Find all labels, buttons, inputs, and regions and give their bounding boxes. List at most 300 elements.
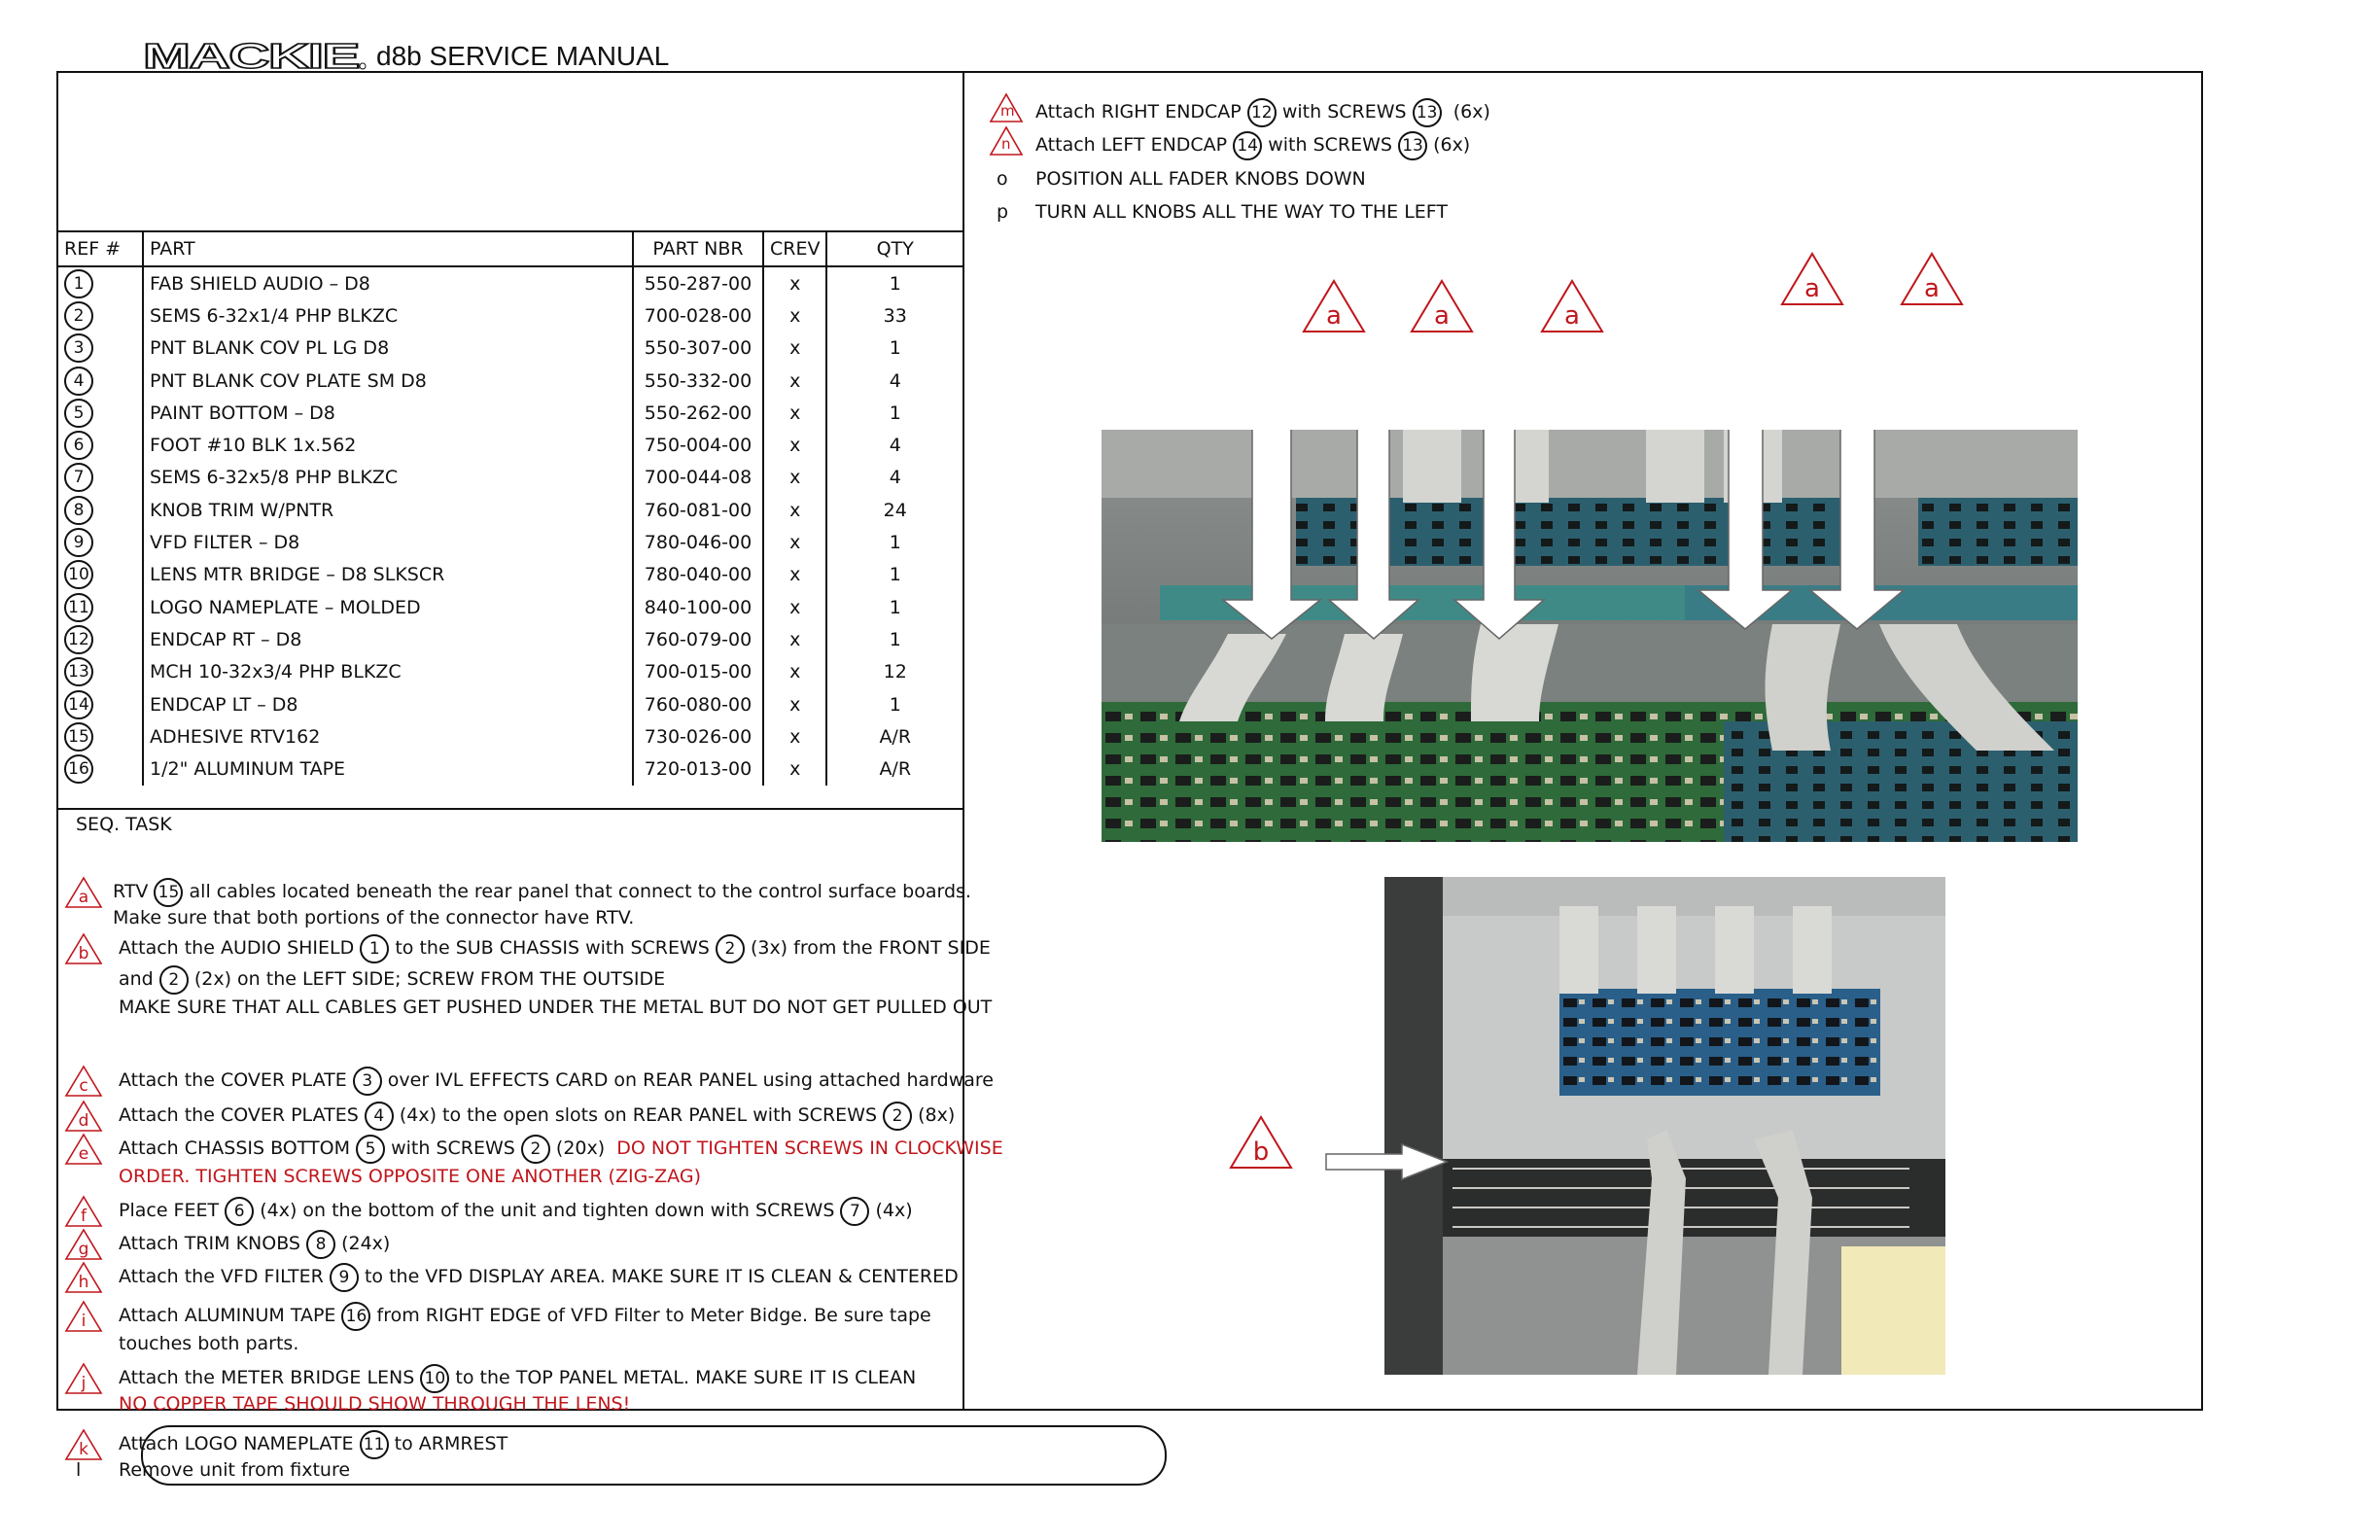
callout-a-triangle-icon xyxy=(1300,277,1368,335)
qty-cell-text: 33 xyxy=(883,304,907,327)
task-text: (4x) on the bottom of the unit and tighten down with SCREWS xyxy=(260,1200,835,1221)
task-text: all cables located beneath the rear panel that connect to the control surface boards. xyxy=(189,881,971,902)
task-letter: g xyxy=(78,1240,89,1259)
svg-text:a: a xyxy=(1434,301,1450,331)
crev-cell xyxy=(763,462,826,494)
qty-cell-text: 24 xyxy=(883,499,907,521)
ref-circle: 15 xyxy=(154,878,183,907)
crev-cell xyxy=(763,365,826,397)
ref-circle: 6 xyxy=(64,431,93,460)
qty-cell xyxy=(826,559,962,591)
part-nbr-cell-text: 840-100-00 xyxy=(644,596,752,618)
ref-circle: 13 xyxy=(1413,98,1442,127)
crev-cell-text: x xyxy=(789,564,801,586)
col-ref: REF # xyxy=(58,231,143,266)
ref-circle: 15 xyxy=(64,722,93,752)
photo-audio-shield xyxy=(1384,877,1945,1375)
part-cell xyxy=(143,623,633,655)
crev-cell xyxy=(763,526,826,558)
ref-circle: 16 xyxy=(64,754,93,784)
task-text: POSITION ALL FADER KNOBS DOWN xyxy=(1035,168,1366,190)
crev-cell-text: x xyxy=(789,725,801,748)
task-text: touches both parts. xyxy=(119,1333,299,1354)
qty-cell xyxy=(826,526,962,558)
part-cell-text: ENDCAP RT – D8 xyxy=(150,628,302,650)
part-cell-text: ADHESIVE RTV162 xyxy=(150,725,321,748)
ref-circle: 9 xyxy=(330,1263,359,1292)
part-nbr-cell xyxy=(633,494,763,526)
crev-cell-text: x xyxy=(789,337,801,360)
task-text: to the SUB CHASSIS with SCREWS xyxy=(395,937,710,959)
ref-circle: 7 xyxy=(64,463,93,492)
part-cell xyxy=(143,656,633,688)
task-letter: b xyxy=(78,944,89,963)
drawing-frame xyxy=(56,71,2203,1481)
ref-circle: 8 xyxy=(64,496,93,525)
qty-cell-text: 4 xyxy=(889,369,901,392)
task-letter: k xyxy=(79,1440,88,1459)
part-cell xyxy=(143,591,633,623)
task-letter: i xyxy=(81,1312,87,1331)
left-pane xyxy=(58,73,1003,1481)
task-text: Attach the VFD FILTER xyxy=(119,1266,324,1287)
task-text: (6x) xyxy=(1452,101,1490,122)
part-nbr-cell xyxy=(633,688,763,720)
part-nbr-cell-text: 760-080-00 xyxy=(644,693,752,716)
part-cell xyxy=(143,462,633,494)
ref-cell xyxy=(58,365,143,397)
task-text: Remove unit from fixture xyxy=(119,1459,351,1481)
task-text: Attach RIGHT ENDCAP xyxy=(1035,101,1242,122)
part-nbr-cell-text: 700-044-08 xyxy=(644,467,752,489)
task-letter: m xyxy=(1000,102,1015,120)
task-text: (20x) xyxy=(555,1138,606,1159)
svg-text:a: a xyxy=(1326,301,1342,331)
part-cell xyxy=(143,332,633,365)
ref-cell xyxy=(58,494,143,526)
task-letter: c xyxy=(79,1076,88,1096)
task-c xyxy=(58,1065,994,1100)
callout-a-triangle-icon xyxy=(1408,277,1476,335)
part-nbr-cell xyxy=(633,559,763,591)
task-text: Attach the AUDIO SHIELD xyxy=(119,937,355,959)
task-letter: f xyxy=(81,1207,87,1226)
ref-circle: 2 xyxy=(64,301,93,331)
task-j xyxy=(58,1362,962,1424)
part-nbr-cell xyxy=(633,299,763,332)
ref-cell xyxy=(58,688,143,720)
task-text: with SCREWS xyxy=(1281,101,1407,122)
qty-cell xyxy=(826,429,962,461)
part-cell xyxy=(143,526,633,558)
ref-circle: 13 xyxy=(64,657,93,686)
svg-text:a: a xyxy=(1924,274,1940,303)
task-text: (8x) xyxy=(918,1104,956,1126)
part-cell-text: PNT BLANK COV PLATE SM D8 xyxy=(150,369,427,392)
task-letter: p xyxy=(997,201,1009,223)
task-text: from RIGHT EDGE of VFD Filter to Meter Bidge. Be sure tape xyxy=(376,1305,931,1326)
qty-cell-text: 1 xyxy=(889,532,901,554)
qty-cell-text: 12 xyxy=(883,661,907,683)
ref-circle: 14 xyxy=(64,690,93,719)
part-nbr-cell xyxy=(633,266,763,299)
ref-circle: 11 xyxy=(64,593,93,622)
part-cell-text: FOOT #10 BLK 1x.562 xyxy=(150,435,357,457)
crev-cell xyxy=(763,752,826,785)
part-nbr-cell xyxy=(633,623,763,655)
qty-cell-text: 1 xyxy=(889,628,901,650)
part-nbr-cell-text: 700-015-00 xyxy=(644,661,752,683)
crev-cell xyxy=(763,688,826,720)
parts-table xyxy=(58,230,962,786)
crev-cell xyxy=(763,656,826,688)
document-title: d8b SERVICE MANUAL xyxy=(376,41,670,71)
ref-cell xyxy=(58,720,143,752)
ref-circle: 5 xyxy=(64,399,93,428)
task-text: RTV xyxy=(113,881,149,902)
task-text: Attach the COVER PLATES xyxy=(119,1104,359,1126)
ref-circle: 3 xyxy=(353,1067,382,1096)
qty-cell-text: 4 xyxy=(889,467,901,489)
table-row xyxy=(58,397,962,429)
task-n xyxy=(989,131,1470,160)
ref-circle: 4 xyxy=(64,367,93,396)
qty-cell-text: 1 xyxy=(889,337,901,360)
callout-a-triangle-icon xyxy=(1898,250,1966,308)
task-text: and xyxy=(119,968,154,990)
callout-b-triangle-icon xyxy=(1227,1113,1295,1172)
task-a xyxy=(58,876,971,934)
task-text: to the VFD DISPLAY AREA. MAKE SURE IT IS CLEAN & CENTERED xyxy=(364,1266,959,1287)
seq-task-header: SEQ. TASK xyxy=(58,808,962,837)
task-g xyxy=(58,1228,962,1261)
ref-cell xyxy=(58,429,143,461)
qty-cell-text: 1 xyxy=(889,693,901,716)
task-text: (3x) from the FRONT SIDE xyxy=(750,937,991,959)
table-row xyxy=(58,299,962,332)
svg-text:MACKIE: MACKIE xyxy=(143,39,359,72)
task-letter: l xyxy=(76,1459,82,1481)
task-f xyxy=(58,1195,962,1230)
task-text: TURN ALL KNOBS ALL THE WAY TO THE LEFT xyxy=(1035,201,1448,223)
ref-circle: 2 xyxy=(716,934,745,963)
ref-circle: 12 xyxy=(1247,98,1277,127)
task-text: Make sure that both portions of the connector have RTV. xyxy=(113,907,635,928)
qty-cell xyxy=(826,688,962,720)
ref-circle: 11 xyxy=(360,1430,389,1459)
task-o xyxy=(989,168,1366,190)
col-part-nbr: PART NBR xyxy=(633,231,763,266)
crev-cell-text: x xyxy=(789,272,801,295)
photo-pcb-boards xyxy=(1102,430,2078,842)
task-text: with SCREWS xyxy=(391,1138,515,1159)
crev-cell xyxy=(763,591,826,623)
ref-cell xyxy=(58,332,143,365)
task-b xyxy=(58,932,993,1030)
part-nbr-cell xyxy=(633,365,763,397)
svg-text:a: a xyxy=(1804,274,1820,303)
part-nbr-cell-text: 760-079-00 xyxy=(644,628,752,650)
table-row xyxy=(58,720,962,752)
ref-cell xyxy=(58,623,143,655)
ref-cell xyxy=(58,299,143,332)
task-text: over IVL EFFECTS CARD on REAR PANEL using attached hardware xyxy=(387,1069,994,1091)
task-text: Attach LOGO NAMEPLATE xyxy=(119,1433,354,1454)
part-cell xyxy=(143,559,633,591)
task-i xyxy=(58,1300,962,1364)
part-cell-text: SEMS 6-32x1/4 PHP BLKZC xyxy=(150,304,399,327)
crev-cell xyxy=(763,429,826,461)
task-text: Attach TRIM KNOBS xyxy=(119,1233,300,1254)
ref-cell xyxy=(58,591,143,623)
part-cell-text: VFD FILTER – D8 xyxy=(150,532,300,554)
task-letter: d xyxy=(78,1111,89,1131)
part-nbr-cell xyxy=(633,462,763,494)
task-letter: e xyxy=(78,1144,89,1164)
crev-cell-text: x xyxy=(789,758,801,781)
task-text: Attach the COVER PLATE xyxy=(119,1069,347,1091)
crev-cell xyxy=(763,299,826,332)
part-nbr-cell-text: 550-307-00 xyxy=(644,337,752,360)
qty-cell-text: 1 xyxy=(889,596,901,618)
qty-cell-text: A/R xyxy=(879,725,912,748)
callout-a-triangle-icon xyxy=(1778,250,1846,308)
part-nbr-cell-text: 550-287-00 xyxy=(644,272,752,295)
warning-text: ORDER. TIGHTEN SCREWS OPPOSITE ONE ANOTHER (ZIG-ZAG) xyxy=(119,1166,701,1187)
ref-circle: 14 xyxy=(1233,131,1262,160)
ref-circle: 8 xyxy=(306,1230,335,1259)
crev-cell xyxy=(763,494,826,526)
crev-cell xyxy=(763,266,826,299)
part-cell xyxy=(143,365,633,397)
ref-cell xyxy=(58,526,143,558)
task-text: with SCREWS xyxy=(1268,134,1392,156)
part-cell-text: KNOB TRIM W/PNTR xyxy=(150,499,334,521)
part-nbr-cell xyxy=(633,332,763,365)
part-nbr-cell-text: 550-262-00 xyxy=(644,402,752,424)
part-nbr-cell-text: 780-040-00 xyxy=(644,564,752,586)
ref-circle: 3 xyxy=(64,333,93,363)
part-cell-text: 1/2" ALUMINUM TAPE xyxy=(150,758,346,781)
task-text: (2x) on the LEFT SIDE; SCREW FROM THE OUTSIDE xyxy=(193,968,666,990)
ref-circle: 5 xyxy=(356,1135,385,1164)
ref-cell xyxy=(58,656,143,688)
task-letter: a xyxy=(78,888,89,907)
part-cell xyxy=(143,720,633,752)
crev-cell-text: x xyxy=(789,661,801,683)
table-row xyxy=(58,591,962,623)
part-cell xyxy=(143,494,633,526)
ref-circle: 12 xyxy=(64,625,93,654)
table-row xyxy=(58,526,962,558)
task-d xyxy=(58,1100,962,1135)
ref-circle: 10 xyxy=(420,1364,449,1393)
qty-cell xyxy=(826,623,962,655)
qty-cell xyxy=(826,720,962,752)
part-nbr-cell xyxy=(633,752,763,785)
qty-cell xyxy=(826,494,962,526)
table-row xyxy=(58,365,962,397)
task-text: to the TOP PANEL METAL. MAKE SURE IT IS CLEAN xyxy=(455,1367,917,1388)
task-text: Attach LEFT ENDCAP xyxy=(1035,134,1228,156)
ref-circle: 1 xyxy=(360,934,389,963)
part-nbr-cell-text: 730-026-00 xyxy=(644,725,752,748)
part-nbr-cell xyxy=(633,429,763,461)
task-letter: o xyxy=(997,168,1008,190)
table-row xyxy=(58,752,962,785)
crev-cell-text: x xyxy=(789,532,801,554)
table-row xyxy=(58,623,962,655)
qty-cell xyxy=(826,332,962,365)
qty-cell xyxy=(826,656,962,688)
crev-cell-text: x xyxy=(789,369,801,392)
part-cell-text: LENS MTR BRIDGE – D8 SLKSCR xyxy=(150,564,445,586)
part-cell-text: ENDCAP LT – D8 xyxy=(150,693,298,716)
col-part: PART xyxy=(143,231,633,266)
part-nbr-cell-text: 750-004-00 xyxy=(644,435,752,457)
ref-circle: 2 xyxy=(883,1102,912,1131)
parts-table-header xyxy=(58,231,962,266)
crev-cell-text: x xyxy=(789,402,801,424)
task-letter: h xyxy=(78,1273,89,1292)
crev-cell xyxy=(763,623,826,655)
qty-cell xyxy=(826,591,962,623)
task-text: Attach ALUMINUM TAPE xyxy=(119,1305,336,1326)
col-crev: CREV xyxy=(763,231,826,266)
part-cell xyxy=(143,688,633,720)
part-cell-text: SEMS 6-32x5/8 PHP BLKZC xyxy=(150,467,399,489)
ref-circle: 7 xyxy=(840,1197,869,1226)
ref-cell xyxy=(58,462,143,494)
task-text: Place FEET xyxy=(119,1200,220,1221)
qty-cell xyxy=(826,266,962,299)
svg-text:b: b xyxy=(1252,1138,1270,1167)
crev-cell-text: x xyxy=(789,693,801,716)
part-nbr-cell xyxy=(633,526,763,558)
ref-circle: 16 xyxy=(341,1302,370,1331)
crev-cell xyxy=(763,559,826,591)
part-cell-text: PNT BLANK COV PL LG D8 xyxy=(150,337,390,360)
task-text: (24x) xyxy=(341,1233,391,1254)
arrow-right-icon xyxy=(1324,1142,1451,1181)
task-text: (4x) xyxy=(875,1200,913,1221)
col-qty: QTY xyxy=(826,231,962,266)
ref-circle: 2 xyxy=(159,965,189,995)
part-nbr-cell-text: 780-046-00 xyxy=(644,532,752,554)
warning-text: DO NOT TIGHTEN SCREWS IN CLOCKWISE xyxy=(616,1138,1003,1159)
crev-cell xyxy=(763,332,826,365)
task-text: (6x) xyxy=(1433,134,1471,156)
part-cell xyxy=(143,299,633,332)
crev-cell-text: x xyxy=(789,304,801,327)
crev-cell-text: x xyxy=(789,628,801,650)
task-text: (4x) to the open slots on REAR PANEL with SCREWS xyxy=(399,1104,878,1126)
ref-circle: 10 xyxy=(64,560,93,589)
task-p xyxy=(989,201,1448,223)
part-nbr-cell xyxy=(633,591,763,623)
crev-cell-text: x xyxy=(789,435,801,457)
task-text: MAKE SURE THAT ALL CABLES GET PUSHED UNDER THE METAL BUT DO NOT GET PULLED OUT xyxy=(119,997,993,1018)
page-header xyxy=(143,33,669,72)
part-nbr-cell-text: 760-081-00 xyxy=(644,499,752,521)
callout-a-triangle-icon xyxy=(1538,277,1606,335)
part-cell xyxy=(143,397,633,429)
table-row xyxy=(58,266,962,299)
task-letter: j xyxy=(81,1374,87,1393)
qty-cell xyxy=(826,462,962,494)
part-cell xyxy=(143,266,633,299)
ref-circle: 6 xyxy=(225,1197,254,1226)
part-nbr-cell xyxy=(633,656,763,688)
qty-cell-text: 1 xyxy=(889,272,901,295)
part-nbr-cell-text: 720-013-00 xyxy=(644,758,752,781)
note-box xyxy=(141,1425,1167,1486)
task-text: to ARMREST xyxy=(394,1433,508,1454)
table-row xyxy=(58,332,962,365)
part-cell-text: PAINT BOTTOM – D8 xyxy=(150,402,335,424)
table-row xyxy=(58,559,962,591)
ref-circle: 13 xyxy=(1398,131,1427,160)
qty-cell-text: 1 xyxy=(889,402,901,424)
ref-cell xyxy=(58,397,143,429)
qty-cell xyxy=(826,299,962,332)
crev-cell-text: x xyxy=(789,596,801,618)
qty-cell-text: 1 xyxy=(889,564,901,586)
task-h xyxy=(58,1261,962,1294)
table-row xyxy=(58,462,962,494)
table-row xyxy=(58,494,962,526)
ref-circle: 9 xyxy=(64,528,93,557)
qty-cell xyxy=(826,752,962,785)
part-cell xyxy=(143,752,633,785)
task-text: Attach the METER BRIDGE LENS xyxy=(119,1367,415,1388)
task-m xyxy=(989,98,1490,127)
part-nbr-cell xyxy=(633,720,763,752)
crev-cell xyxy=(763,720,826,752)
part-nbr-cell xyxy=(633,397,763,429)
mackie-logo xyxy=(143,39,367,72)
task-text: Attach CHASSIS BOTTOM xyxy=(119,1138,350,1159)
crev-cell-text: x xyxy=(789,499,801,521)
table-row xyxy=(58,688,962,720)
qty-cell xyxy=(826,397,962,429)
table-row xyxy=(58,656,962,688)
crev-cell-text: x xyxy=(789,467,801,489)
warning-text: NO COPPER TAPE SHOULD SHOW THROUGH THE LENS! xyxy=(119,1393,631,1415)
task-e xyxy=(58,1133,1003,1195)
ref-cell xyxy=(58,752,143,785)
right-pane xyxy=(964,73,2201,1409)
part-nbr-cell-text: 550-332-00 xyxy=(644,369,752,392)
ref-cell xyxy=(58,559,143,591)
part-cell xyxy=(143,429,633,461)
ref-circle: 1 xyxy=(64,269,93,298)
table-row xyxy=(58,429,962,461)
ref-circle: 4 xyxy=(365,1102,394,1131)
qty-cell-text: A/R xyxy=(879,758,912,781)
svg-text:a: a xyxy=(1564,301,1580,331)
part-cell-text: MCH 10-32x3/4 PHP BLKZC xyxy=(150,661,402,683)
qty-cell-text: 4 xyxy=(889,435,901,457)
task-letter: n xyxy=(1001,135,1011,153)
qty-cell xyxy=(826,365,962,397)
part-cell-text: LOGO NAMEPLATE – MOLDED xyxy=(150,596,421,618)
part-nbr-cell-text: 700-028-00 xyxy=(644,304,752,327)
ref-cell xyxy=(58,266,143,299)
ref-circle: 2 xyxy=(521,1135,550,1164)
crev-cell xyxy=(763,397,826,429)
part-cell-text: FAB SHIELD AUDIO – D8 xyxy=(150,272,370,295)
